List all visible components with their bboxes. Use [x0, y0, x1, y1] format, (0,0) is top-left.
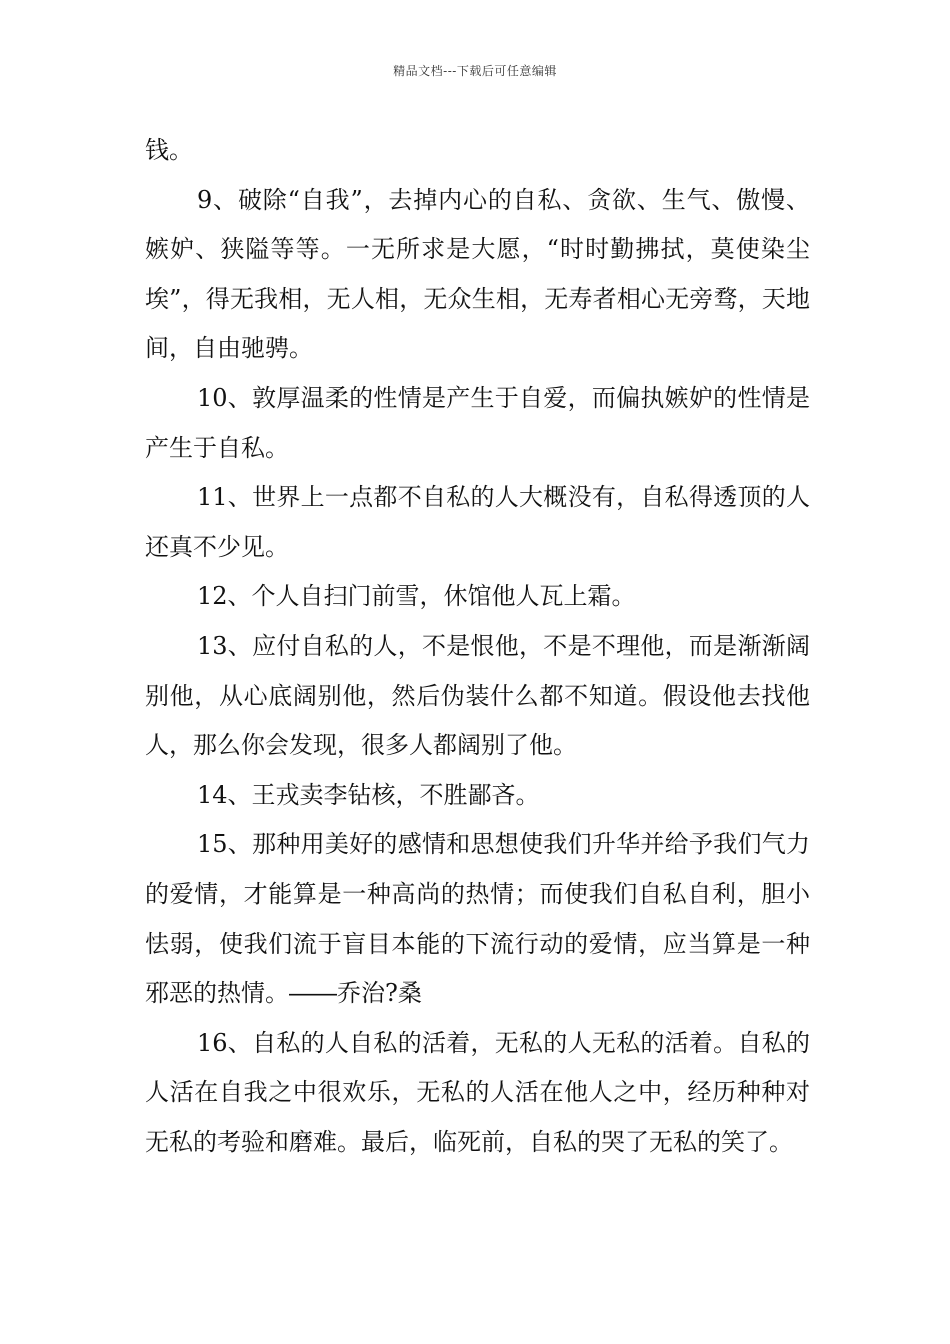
paragraph-13: 13、应付自私的人，不是恨他，不是不理他，而是渐渐阔别他，从心底阔别他，然后伪装什么都不知道。假设他去找他人，那么你会发现，很多人都阔别了他。 — [145, 631, 810, 760]
document-body — [145, 126, 810, 1167]
paragraph-10: 10、敦厚温柔的性情是产生于自爱，而偏执嫉妒的性情是产生于自私。 — [145, 383, 810, 462]
page-header: 精品文档---下载后可任意编辑 — [393, 64, 557, 78]
paragraph-12: 12、个人自扫门前雪，休馆他人瓦上霜。 — [197, 582, 636, 611]
paragraph-14: 14、王戎卖李钻核，不胜鄙吝。 — [197, 780, 540, 809]
paragraph-9: 9、破除“自我”，去掉内心的自私、贪欲、生气、傲慢、嫉妒、狭隘等等。一无所求是大愿，“时时勤拂拭，莫使染尘埃”，得无我相，无人相，无众生相，无寿者相心无旁骛，天地间，自由驰骋。 — [145, 185, 810, 363]
paragraph-11: 11、世界上一点都不自私的人大概没有，自私得透顶的人还真不少见。 — [145, 483, 810, 561]
paragraph-16: 16、自私的人自私的活着，无私的人无私的活着。自私的人活在自我之中很欢乐，无私的人活在他人之中，经历种种对无私的考验和磨难。最后，临死前，自私的哭了无私的笑了。 — [145, 1028, 810, 1156]
paragraph-15: 15、那种用美好的感情和思想使我们升华并给予我们气力的爱情，才能算是一种高尚的热情；而使我们自私自利，胆小怯弱，使我们流于盲目本能的下流行动的爱情，应当算是一种邪恶的热情。――乔治?桑 — [145, 830, 810, 1008]
paragraph-continuation: 钱。 — [145, 136, 193, 164]
